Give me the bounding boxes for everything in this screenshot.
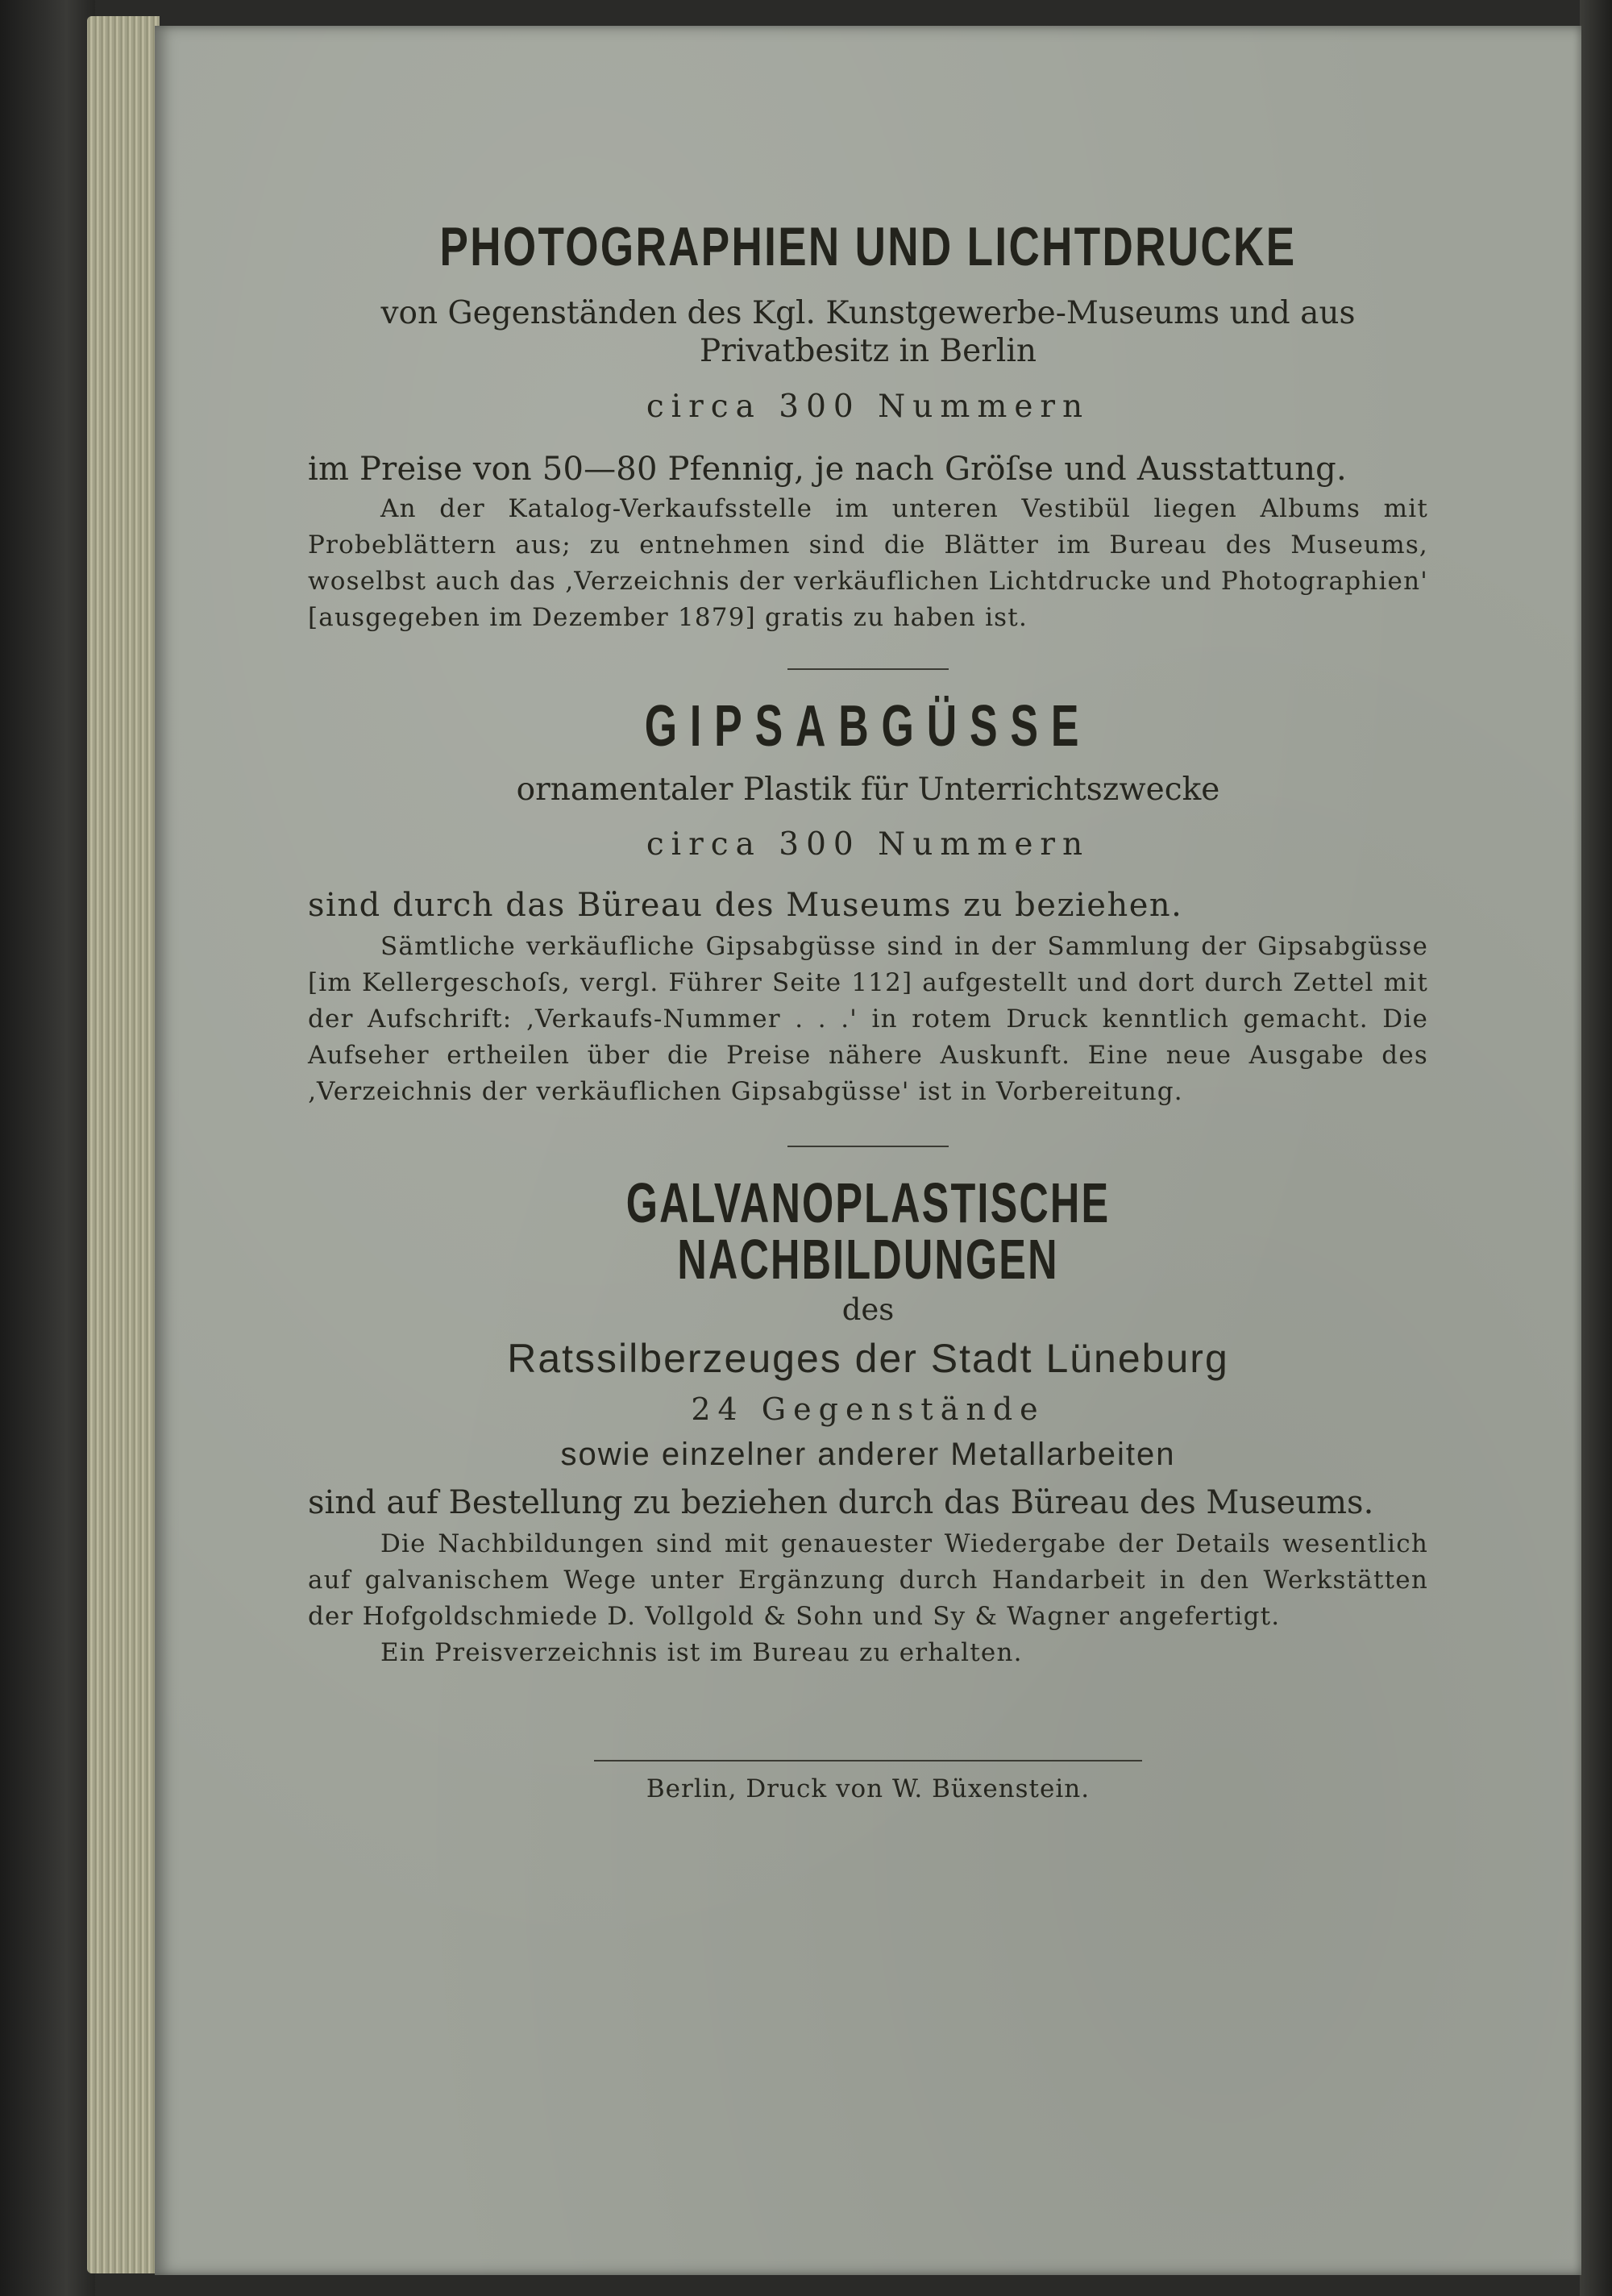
gipsabguesse-count: circa 300 Nummern [646, 826, 1091, 863]
photographien-body: An der Katalog-Verkaufsstelle im unteren Vestibül liegen Albums mit Probeblättern aus; zu entnehmen sind die Blätter im Bureau des Museums, woselbst auch das ‚Verzeichnis der verkäuflichen Lichtdrucke und Photographien' [ausgegeben im Dezember 1879] gratis zu haben ist. [308, 493, 1428, 632]
gipsabguesse-body: Sämtliche verkäufliche Gipsabgüsse sind in der Sammlung der Gipsabgüsse [im Kellergeschoſs, vergl. Führer Seite 112] aufgestellt und dort durch Zettel mit der Aufschrift: ‚Verkaufs-Nummer . . .' in rotem Druck kenntlich gemacht. Die Aufseher ertheilen über die Preise nähere Auskunft. Eine neue Ausgabe des ‚Verzeichnis der verkäuflichen Gipsabgüsse' ist in Vorbereitung. [308, 932, 1428, 1107]
imprint: Berlin, Druck von W. Büxenstein. [646, 1774, 1091, 1803]
galvanoplastische-subject: Ratssilberzeuges der Stadt Lüneburg [507, 1335, 1229, 1381]
divider-2 [787, 1146, 949, 1147]
galvanoplastische-des: des [841, 1292, 895, 1328]
galvanoplastische-title: GALVANOPLASTISCHE NACHBILDUNGEN [625, 1171, 1111, 1292]
page-edges [87, 16, 160, 2273]
photographien-count: circa 300 Nummern [646, 388, 1091, 425]
galvanoplastische-lead: sind auf Bestellung zu beziehen durch das Büreau des Museums. [308, 1483, 1374, 1521]
divider-1 [787, 668, 949, 670]
page-content [308, 216, 1428, 1804]
galvanoplastische-body: Die Nachbildungen sind mit genauester Wiedergabe der Details wesentlich auf galvanischem Wege unter Ergänzung durch Handarbeit in den Werkstätten der Hofgoldschmiede D. Vollgold & Sohn und Sy & Wagner angefertigt. [308, 1529, 1428, 1631]
galvanoplastische-count: 24 Gegenstände [691, 1391, 1045, 1427]
gipsabguesse-subtitle: ornamentaler Plastik für Unterrichtszwecke [516, 771, 1220, 808]
section-gipsabguesse [308, 693, 1428, 1111]
photographien-title: PHOTOGRAPHIEN UND LICHTDRUCKE [439, 216, 1297, 277]
gipsabguesse-title: GIPSABGÜSSE [644, 693, 1092, 759]
book-edge-right [1580, 0, 1612, 2296]
book-spine [0, 0, 95, 2296]
gipsabguesse-lead: sind durch das Büreau des Museums zu beziehen. [308, 887, 1183, 925]
photographien-subtitle-2: Privatbesitz in Berlin [700, 332, 1037, 369]
photographien-price: im Preise von 50—80 Pfennig, je nach Gröſse und Ausstattung. [308, 450, 1347, 488]
photographien-subtitle-1: von Gegenständen des Kgl. Kunstgewerbe-Museums und aus [380, 295, 1356, 331]
book-page [155, 26, 1581, 2275]
galvanoplastische-note: Ein Preisverzeichnis ist im Bureau zu erhalten. [380, 1637, 1023, 1667]
divider-3 [594, 1760, 1142, 1762]
section-galvanoplastische [308, 1171, 1428, 1670]
galvanoplastische-also: sowie einzelner anderer Metallarbeiten [560, 1436, 1176, 1472]
section-photographien [308, 216, 1428, 636]
